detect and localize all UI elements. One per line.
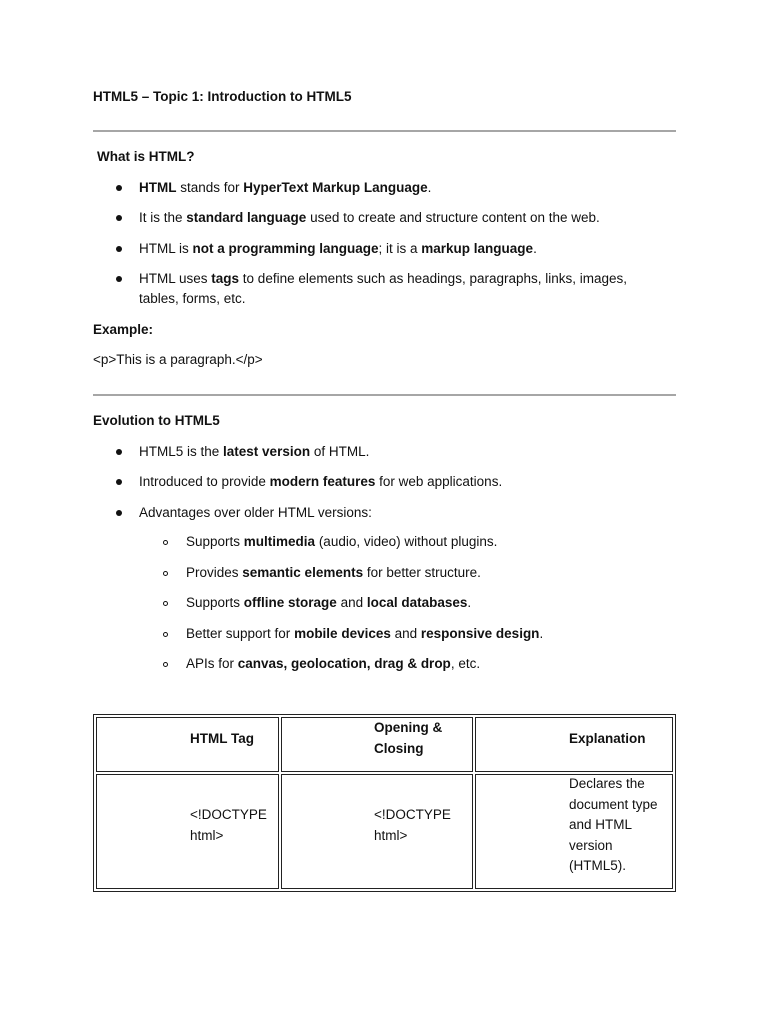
list-item: It is the standard language used to create and structure content on the web. (139, 210, 600, 225)
section-heading-what-is-html: What is HTML? (97, 149, 195, 164)
list-item: HTML is not a programming language; it is a markup language. (139, 241, 537, 256)
table-cell-opening-line2: html> (374, 828, 408, 843)
list-item: HTML stands for HyperText Markup Language. (139, 180, 432, 195)
table-header-opening-closing-line1: Opening & (374, 720, 443, 735)
table-header-opening-closing-line2: Closing (374, 741, 424, 756)
bullet-icon (116, 215, 122, 221)
sub-list-item: APIs for canvas, geolocation, drag & drop, etc. (186, 656, 481, 671)
table-cell-opening-line1: <!DOCTYPE (374, 807, 451, 822)
table-header-html-tag: HTML Tag (190, 731, 254, 746)
table-cell-explanation-line5: (HTML5). (569, 858, 626, 873)
table-cell-explanation-line3: and HTML (569, 817, 633, 832)
table-cell-explanation-line1: Declares the (569, 776, 645, 791)
table-cell-explanation-line4: version (569, 838, 613, 853)
divider-1 (93, 130, 676, 132)
document-title: HTML5 – Topic 1: Introduction to HTML5 (93, 89, 352, 104)
sub-bullet-icon (163, 601, 168, 606)
bullet-icon (116, 510, 122, 516)
bullet-icon (116, 246, 122, 252)
sub-list-item: Better support for mobile devices and responsive design. (186, 626, 544, 641)
example-code: <p>This is a paragraph.</p> (93, 352, 263, 367)
sub-list-item: Supports offline storage and local databases. (186, 595, 472, 610)
sub-bullet-icon (163, 662, 168, 667)
table-header-explanation: Explanation (569, 731, 646, 746)
list-item-continuation: tables, forms, etc. (139, 291, 246, 306)
example-label: Example: (93, 322, 154, 337)
sub-bullet-icon (163, 632, 168, 637)
table-cell-explanation-line2: document type (569, 797, 658, 812)
table-cell-tag-line1: <!DOCTYPE (190, 807, 267, 822)
bullet-icon (116, 479, 122, 485)
bullet-icon (116, 276, 122, 282)
bullet-icon (116, 449, 122, 455)
table-cell (96, 774, 279, 889)
sub-bullet-icon (163, 540, 168, 545)
list-item: Advantages over older HTML versions: (139, 505, 372, 520)
list-item: Introduced to provide modern features for web applications. (139, 474, 503, 489)
section-heading-evolution: Evolution to HTML5 (93, 413, 220, 428)
table-cell-tag-line2: html> (190, 828, 224, 843)
sub-list-item: Supports multimedia (audio, video) without plugins. (186, 534, 498, 549)
sub-bullet-icon (163, 571, 168, 576)
list-item: HTML5 is the latest version of HTML. (139, 444, 370, 459)
sub-list-item: Provides semantic elements for better structure. (186, 565, 481, 580)
divider-2 (93, 394, 676, 396)
bullet-icon (116, 185, 122, 191)
list-item: HTML uses tags to define elements such as headings, paragraphs, links, images, (139, 271, 628, 286)
